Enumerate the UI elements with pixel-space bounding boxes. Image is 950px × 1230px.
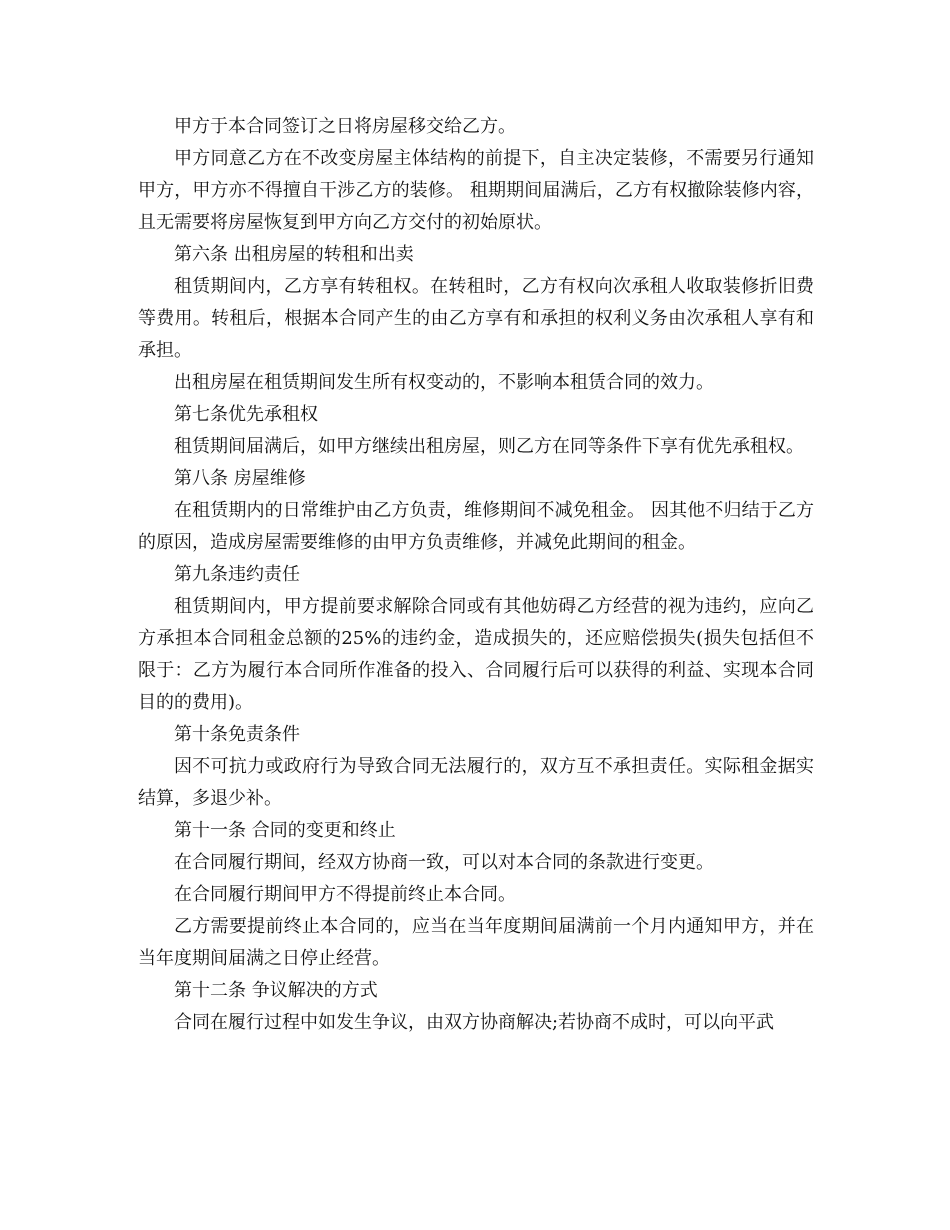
article-7-heading: 第七条优先承租权 [174,404,318,425]
paragraph-sublease-right: 租赁期间内，乙方享有转租权。在转租时，乙方有权向次承租人收取装修折旧费等费用。转租后，根据本合同产生的由乙方享有和承担的权利义务由次承租人享有和承担。 [138,276,814,361]
paragraph-breach-liability: 租赁期间内，甲方提前要求解除合同或有其他妨碍乙方经营的视为违约，应向乙方承担本合同租金总额的25%的违约金，造成损失的，还应赔偿损失(损失包括但不限于：乙方为履行本合同所作准备的投入、合同履行后可以获得的利益、实现本合同目的的费用)。 [138,596,814,713]
paragraph-force-majeure: 因不可抗力或政府行为导致合同无法履行的，双方互不承担责任。实际租金据实结算，多退少补。 [138,756,814,809]
article-9-heading: 第九条违约责任 [174,564,300,585]
paragraph-priority-lease: 租赁期间届满后，如甲方继续出租房屋，则乙方在同等条件下享有优先承租权。 [174,436,804,457]
paragraph-dispute-resolution: 合同在履行过程中如发生争议，由双方协商解决;若协商不成时，可以向平武 [174,1012,775,1033]
paragraph-renovation: 甲方同意乙方在不改变房屋主体结构的前提下，自主决定装修，不需要另行通知甲方，甲方亦不得擅自干涉乙方的装修。 租期期间届满后，乙方有权撤除装修内容，且无需要将房屋恢复到甲方向乙方交付的初始原状。 [138,148,814,233]
paragraph-tenant-termination: 乙方需要提前终止本合同的，应当在当年度期间届满前一个月内通知甲方，并在当年度期间届满之日停止经营。 [138,916,814,969]
article-8-heading: 第八条 房屋维修 [174,468,306,489]
article-12-heading: 第十二条 争议解决的方式 [174,980,378,1001]
paragraph-maintenance: 在租赁期内的日常维护由乙方负责，维修期间不减免租金。 因其他不归结于乙方的原因，造成房屋需要维修的由甲方负责维修，并减免此期间的租金。 [138,500,814,553]
article-6-heading: 第六条 出租房屋的转租和出卖 [174,244,414,265]
paragraph-amendment: 在合同履行期间，经双方协商一致，可以对本合同的条款进行变更。 [174,852,714,873]
paragraph-no-early-termination: 在合同履行期间甲方不得提前终止本合同。 [174,884,516,905]
paragraph-handover: 甲方于本合同签订之日将房屋移交给乙方。 [174,116,516,137]
article-11-heading: 第十一条 合同的变更和终止 [174,820,396,841]
article-10-heading: 第十条免责条件 [174,724,300,745]
paragraph-ownership-change: 出租房屋在租赁期间发生所有权变动的，不影响本租赁合同的效力。 [174,372,714,393]
document-body [138,111,814,1039]
